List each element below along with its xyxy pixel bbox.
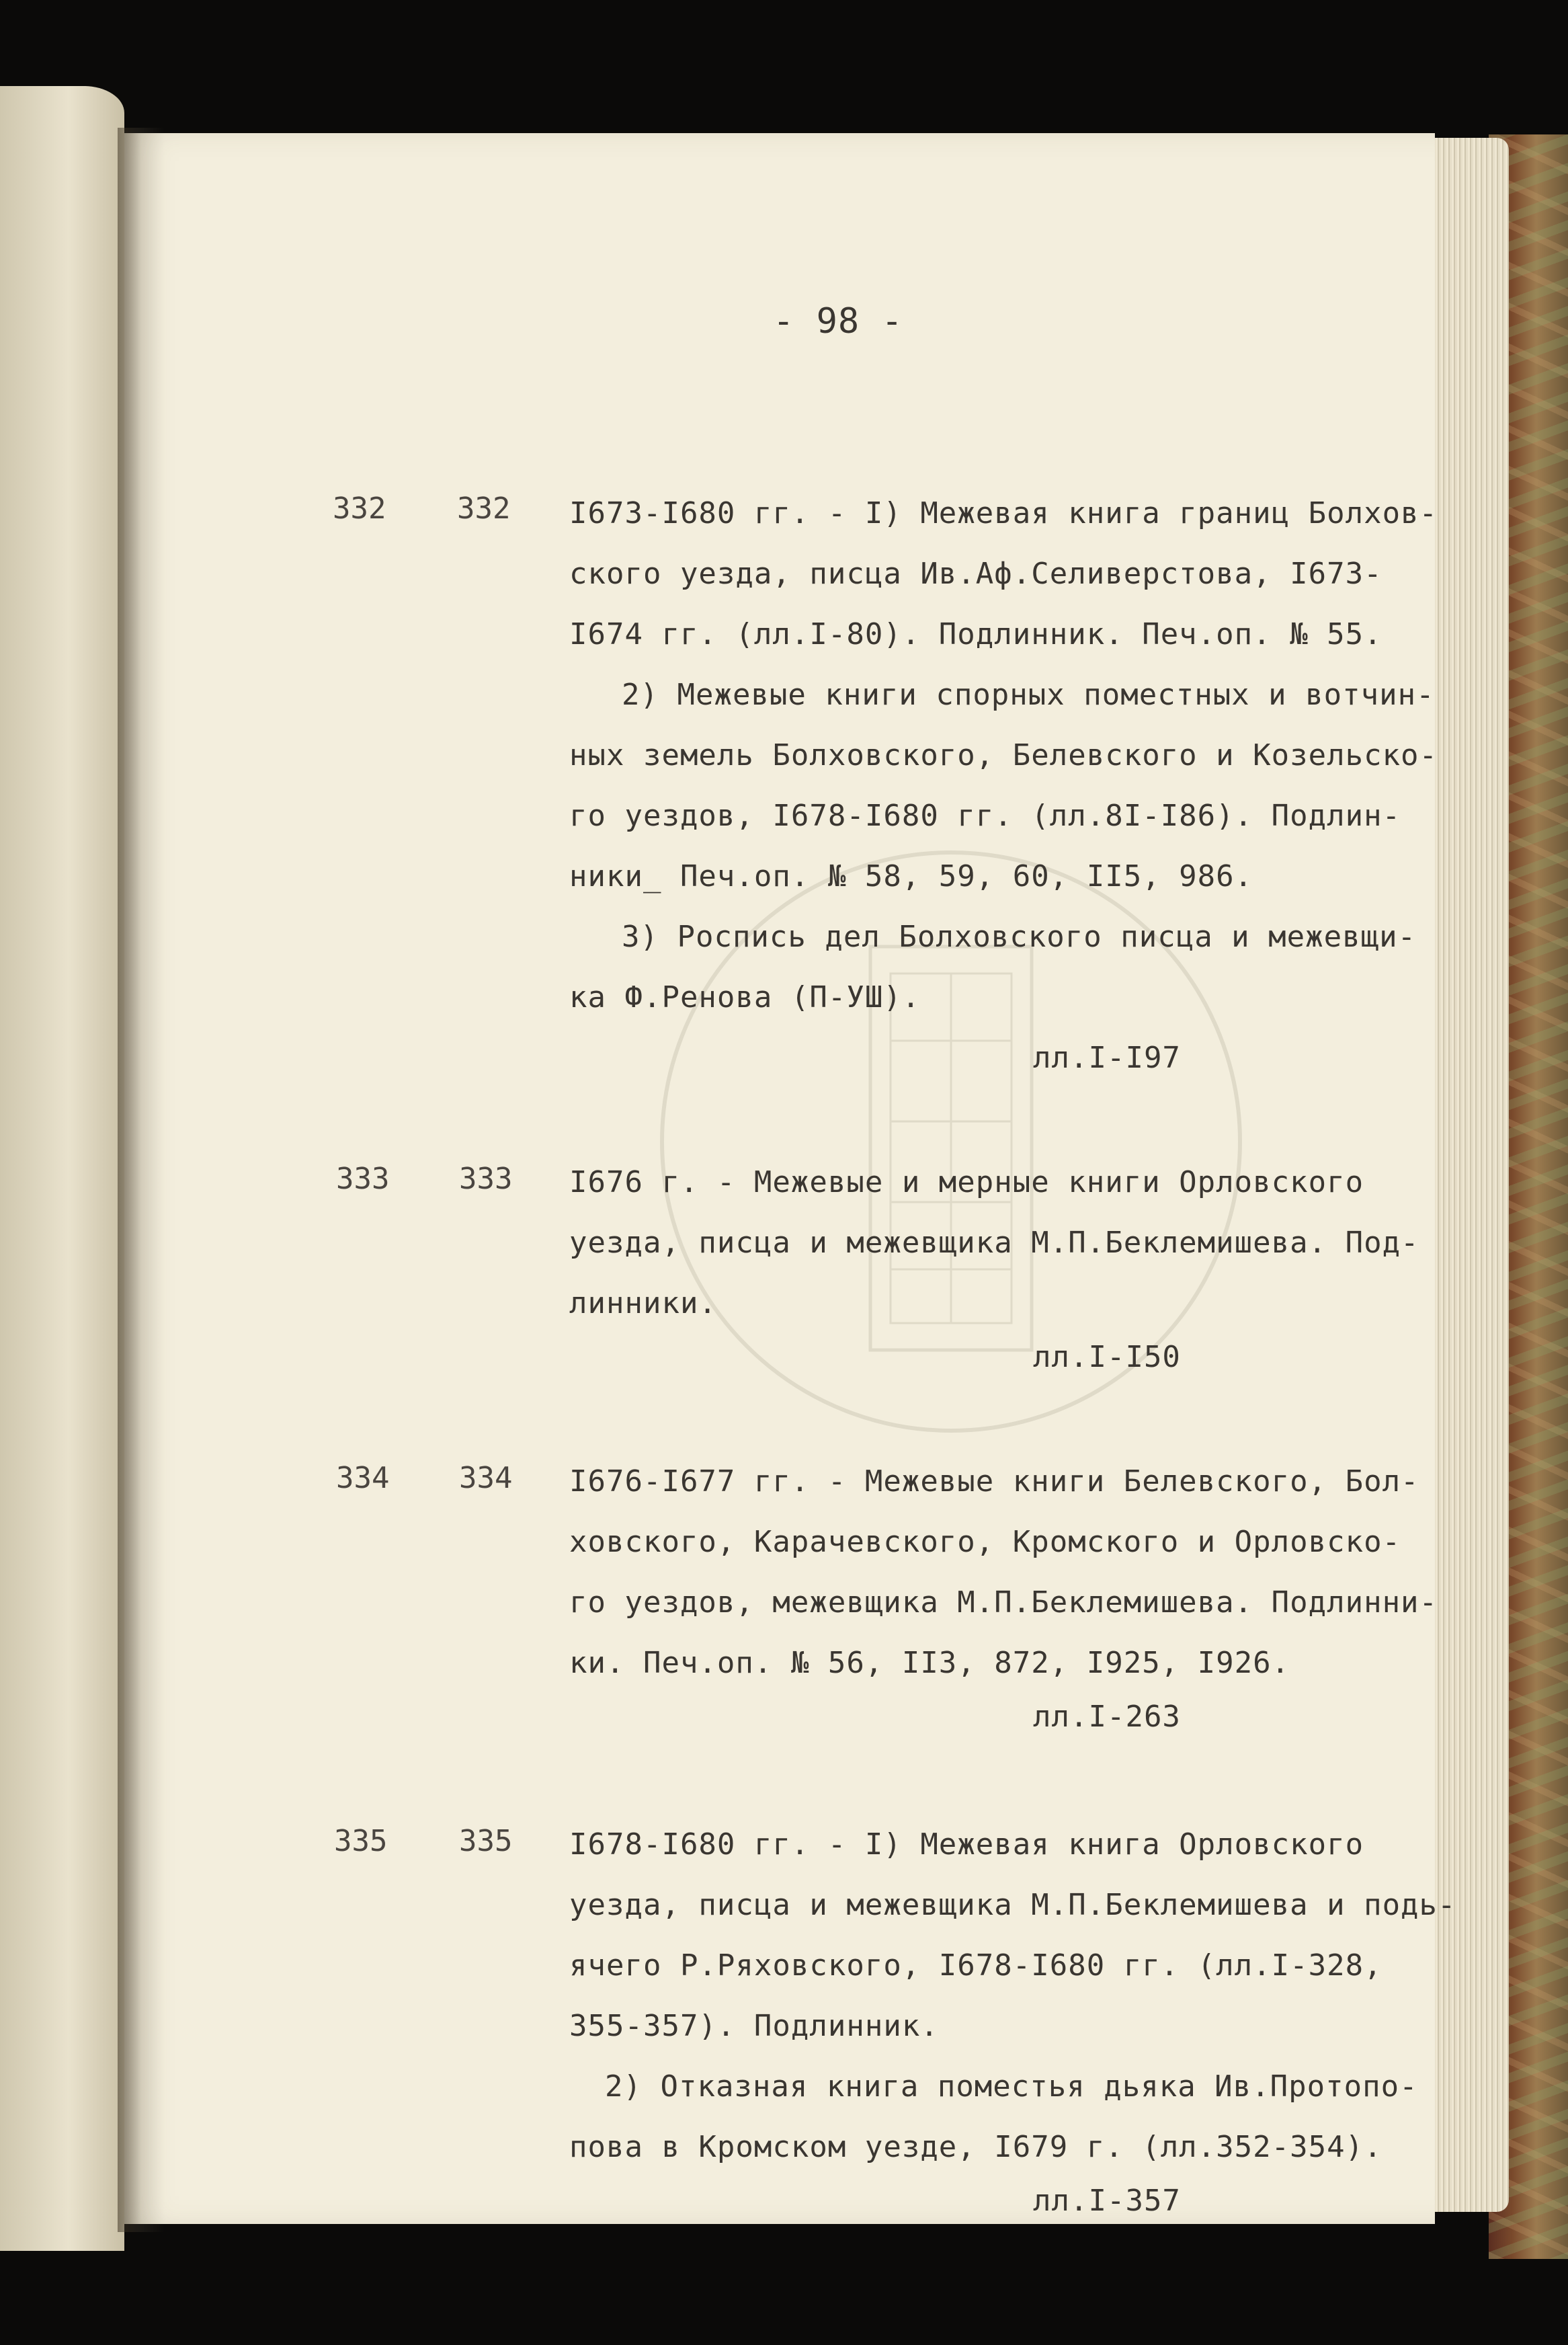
entry-folios: лл.I-263 (1033, 1700, 1181, 1734)
entry-text-line: I676 г. - Межевые и мерные книги Орловского (569, 1165, 1364, 1199)
page-number: - 98 - (773, 301, 903, 342)
entry-text-line: ховского, Карачевского, Кромского и Орловско- (569, 1525, 1401, 1559)
entry-folios: лл.I-I97 (1033, 1041, 1181, 1075)
entry-text-line: ячего Р.Ряховского, I678-I680 гг. (лл.I-328, (569, 1948, 1383, 1983)
entry-text-line: 355-357). Подлинник. (569, 2009, 939, 2043)
entry-number-old: 332 (333, 491, 386, 526)
entry-text-line: уезда, писца и межевщика М.П.Беклемишева. Под- (569, 1226, 1419, 1260)
entry-text-line: ка Ф.Ренова (П-УШ). (569, 980, 921, 1015)
entry-text-line: I674 гг. (лл.I-80). Подлинник. Печ.оп. № 55. (569, 617, 1383, 651)
entry-number-new: 333 (459, 1162, 513, 1196)
entry-text-line: уезда, писца и межевщика М.П.Беклемишева и подь- (569, 1888, 1456, 1922)
left-page-edge (0, 86, 124, 2251)
entry-text-line: I678-I680 гг. - I) Межевая книга Орловского (569, 1827, 1364, 1862)
entry-text-line: ных земель Болховского, Белевского и Козельско- (569, 738, 1438, 772)
entry-number-old: 333 (336, 1162, 390, 1196)
entry-number-new: 332 (457, 491, 511, 526)
document-page (124, 133, 1456, 2224)
entry-text-line: I676-I677 гг. - Межевые книги Белевского, Бол- (569, 1464, 1419, 1499)
entry-text-line: ки. Печ.оп. № 56, II3, 872, I925, I926. (569, 1646, 1290, 1680)
entry-folios: лл.I-I50 (1033, 1340, 1181, 1374)
entry-text-line: ники_ Печ.оп. № 58, 59, 60, II5, 986. (569, 859, 1253, 893)
entry-text-line: ского уезда, писца Ив.Аф.Селиверстова, I673- (569, 557, 1383, 591)
entry-number-new: 335 (459, 1824, 513, 1858)
entry-folios: лл.I-357 (1033, 2184, 1181, 2218)
entry-number-new: 334 (459, 1461, 513, 1495)
entry-text-line: го уездов, межевщика М.П.Беклемишева. Подлинни- (569, 1585, 1438, 1620)
entry-number-old: 334 (336, 1461, 390, 1495)
entry-text-line: 2) Отказная книга поместья дьяка Ив.Протопо- (605, 2069, 1418, 2104)
entry-text-line: I673-I680 гг. - I) Межевая книга границ Болхов- (569, 496, 1438, 530)
entry-number-old: 335 (334, 1824, 388, 1858)
entry-text-line: линники. (569, 1286, 717, 1320)
entry-text-line: 2) Межевые книги спорных поместных и вотчин- (622, 678, 1435, 712)
entry-text-line: пова в Кромском уезде, I679 г. (лл.352-354). (569, 2130, 1383, 2164)
entry-text-line: 3) Роспись дел Болховского писца и межевщи- (622, 920, 1417, 954)
entry-text-line: го уездов, I678-I680 гг. (лл.8I-I86). Подлин- (569, 799, 1401, 833)
gutter-shadow (118, 128, 165, 2232)
